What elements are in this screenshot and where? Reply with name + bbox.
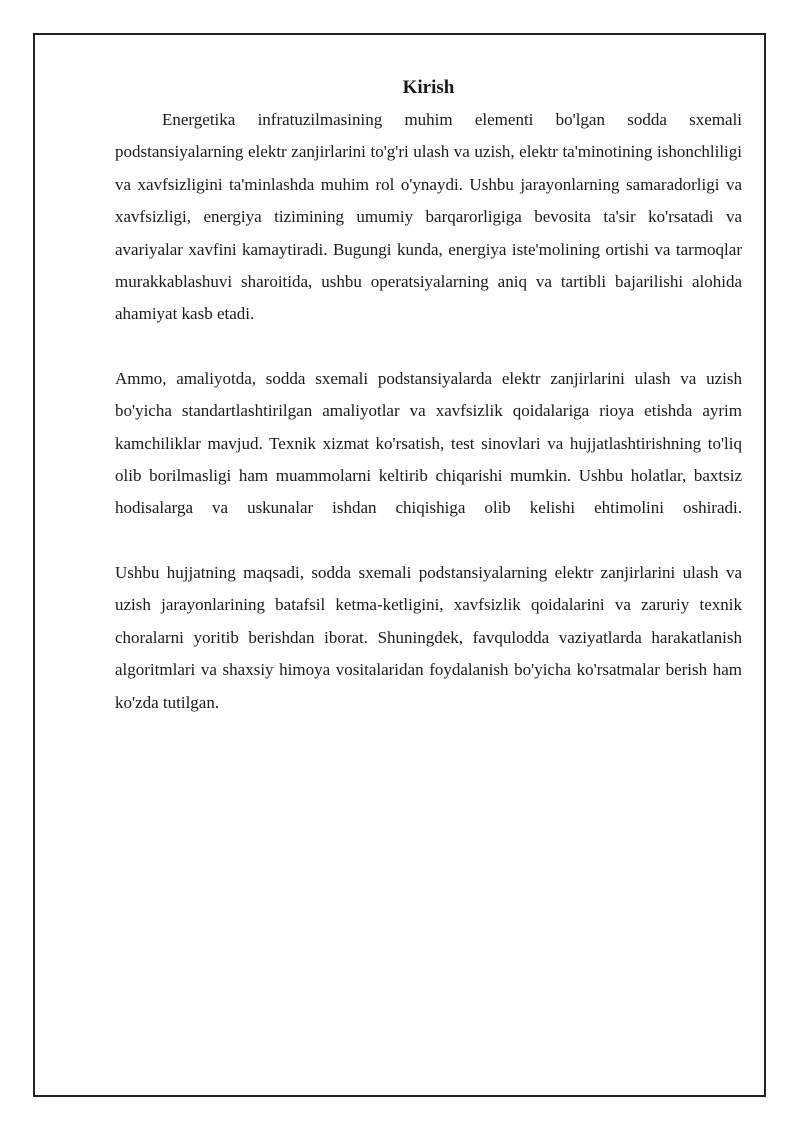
- document-title: Kirish: [402, 77, 455, 98]
- paragraph-spacer: [115, 525, 742, 557]
- paragraph-problems: Ammo, amaliyotda, sodda sxemali podstansiyalarda elektr zanjirlarini ulash va uzish bo'yicha standartlashtirilgan amaliyotlar va xavfsizlik qoidalariga rioya etishda ayrim kamchiliklar mavjud. Texnik xizmat ko'rsatish, test sinovlari va hujjatlashtirishning to'liq olib borilmasligi ham muammolarni keltirib chiqarishi mumkin. Ushbu holatlar, baxtsiz hodisalarga va uskunalar ishdan chiqishiga olib kelishi ehtimolini oshiradi.: [115, 368, 742, 518]
- document-body: [115, 74, 742, 719]
- paragraph-purpose: Ushbu hujjatning maqsadi, sodda sxemali podstansiyalarning elektr zanjirlarini ulash va uzish jarayonlarining batafsil ketma-ketligini, xavfsizlik qoidalarini va zaruriy texnik choralarni yoritib berishdan iborat. Shuningdek, favqulodda vaziyatlarda harakatlanish algoritmlari va shaxsiy himoya vositalaridan foydalanish bo'yicha ko'rsatmalar berish ham ko'zda tutilgan.: [115, 562, 742, 712]
- paragraph-spacer: [115, 331, 742, 363]
- paragraph-intro: Energetika infratuzilmasining muhim elementi bo'lgan sodda sxemali podstansiyalarning elektr zanjirlarini to'g'ri ulash va uzish, elektr ta'minotining ishonchliligi va xavfsizligini ta'minlashda muhim rol o'ynaydi. Ushbu jarayonlarning samaradorligi va xavfsizligi, energiya tizimining umumiy barqarorligiga bevosita ta'sir ko'rsatadi va avariyalar xavfini kamaytiradi. Bugungi kunda, energiya iste'molining ortishi va tarmoqlar murakkablashuvi sharoitida, ushbu operatsiyalarning aniq va tartibli bajarilishi alohida ahamiyat kasb etadi.: [115, 110, 742, 324]
